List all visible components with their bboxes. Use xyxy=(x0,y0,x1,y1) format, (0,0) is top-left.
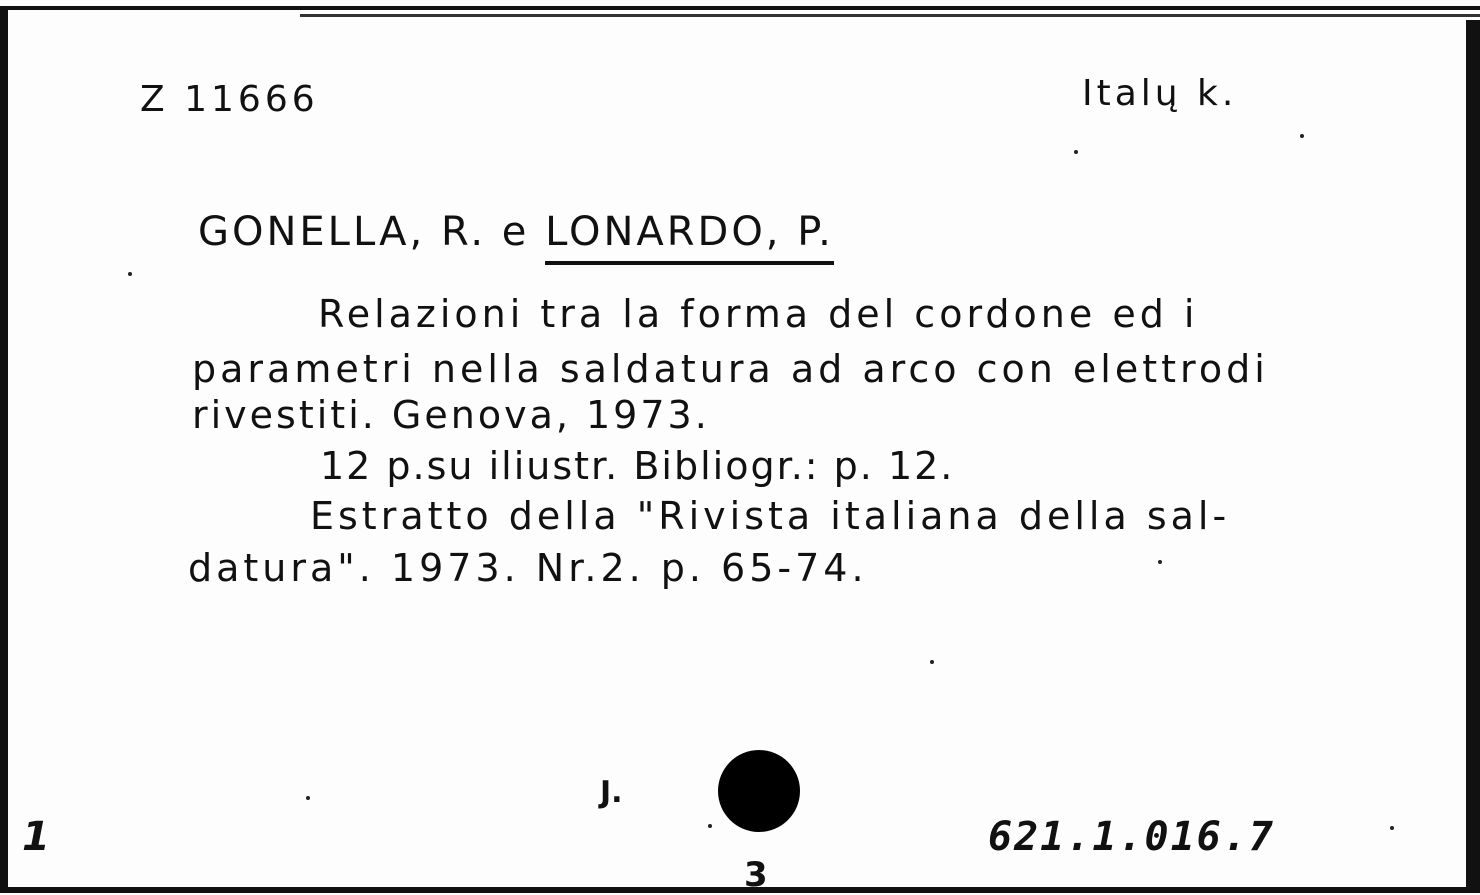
speck xyxy=(1074,150,1078,154)
call-number: Z 11666 xyxy=(140,79,319,120)
authors-heading xyxy=(198,209,834,255)
note-line-2: datura". 1973. Nr.2. p. 65-74. xyxy=(188,546,868,590)
title-line-2: parametri nella saldatura ad arco con elettrodi xyxy=(192,347,1269,391)
collation-line: 12 p.su iliustr. Bibliogr.: p. 12. xyxy=(320,444,955,488)
speck xyxy=(128,272,132,276)
card-border-top-inner xyxy=(300,14,1480,17)
speck xyxy=(930,660,934,664)
language-note: Italų k. xyxy=(1082,73,1238,114)
author-second: LONARDO, P. xyxy=(545,209,834,265)
card-border-top xyxy=(0,6,1480,10)
title-line-1: Relazioni tra la forma del cordone ed i xyxy=(318,292,1199,336)
classification-number: 621.1.016.7 xyxy=(988,814,1275,860)
speck xyxy=(708,824,712,828)
card-border-bottom xyxy=(0,887,1480,893)
handwritten-left-number: 1 xyxy=(22,814,50,860)
card-border-left xyxy=(0,10,8,893)
note-line-1: Estratto della "Rivista italiana della sal- xyxy=(310,494,1231,538)
author-first: GONELLA, R. e xyxy=(198,209,530,255)
stamp-mark: J. xyxy=(600,775,623,810)
speck xyxy=(1390,826,1394,830)
card-border-right xyxy=(1466,20,1480,893)
speck xyxy=(306,796,310,800)
imprint-line: rivestiti. Genova, 1973. xyxy=(192,393,710,437)
punch-hole xyxy=(718,750,800,832)
speck xyxy=(1300,134,1304,138)
handwritten-bottom-number: 3 xyxy=(744,855,768,895)
speck xyxy=(1158,560,1162,564)
